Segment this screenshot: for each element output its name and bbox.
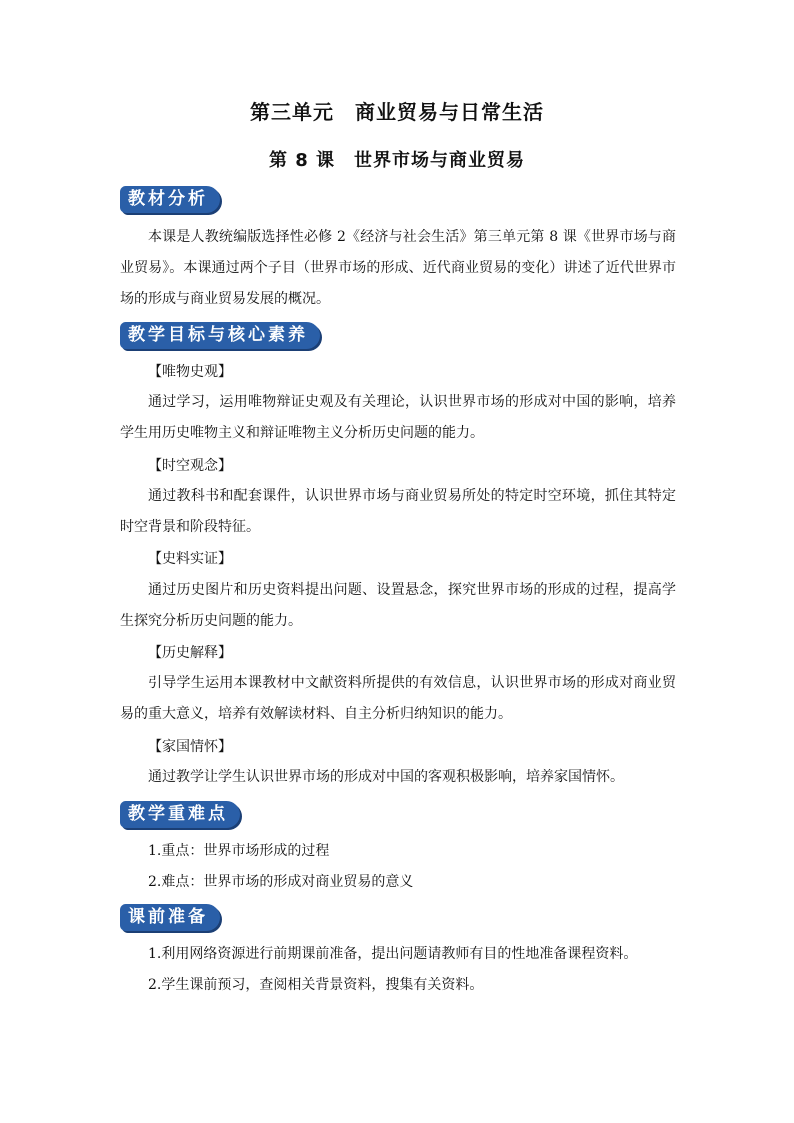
goal-heading-patriotism: 【家国情怀】 bbox=[148, 739, 232, 755]
key-point-1: 1.重点：世界市场形成的过程 bbox=[148, 843, 330, 859]
goal-heading-evidence: 【史料实证】 bbox=[148, 551, 232, 567]
goal-text-evidence: 通过历史图片和历史资料提出问题、设置悬念，探究世界市场的形成的过程，提高学生探究分析历史问题的能力。 bbox=[120, 582, 676, 629]
goal-heading-interpretation: 【历史解释】 bbox=[148, 645, 232, 661]
goal-text-patriotism: 通过教学让学生认识世界市场的形成对中国的客观积极影响，培养家国情怀。 bbox=[148, 769, 624, 785]
key-point-2: 2.难点：世界市场的形成对商业贸易的意义 bbox=[148, 874, 414, 890]
goal-heading-materialism: 【唯物史观】 bbox=[148, 364, 232, 380]
goal-text-materialism: 通过学习，运用唯物辩证史观及有关理论，认识世界市场的形成对中国的影响，培养学生用历史唯物主义和辩证唯物主义分析历史问题的能力。 bbox=[120, 394, 676, 441]
preparation-item-2: 2.学生课前预习，查阅相关背景资料，搜集有关资料。 bbox=[148, 977, 484, 993]
preparation-item-1: 1.利用网络资源进行前期课前准备，提出问题请教师有目的性地准备课程资料。 bbox=[148, 946, 638, 962]
goal-text-time-space: 通过教科书和配套课件，认识世界市场与商业贸易所处的特定时空环境，抓住其特定时空背景和阶段特征。 bbox=[120, 488, 676, 535]
analysis-paragraph: 本课是人教统编版选择性必修 2《经济与社会生活》第三单元第 8 课《世界市场与商业贸易》。本课通过两个子目（世界市场的形成、近代商业贸易的变化）讲述了近代世界市场的形成与商业贸易发展的概况。 bbox=[120, 229, 676, 307]
goal-text-interpretation: 引导学生运用本课教材中文献资料所提供的有效信息，认识世界市场的形成对商业贸易的重大意义，培养有效解读材料、自主分析归纳知识的能力。 bbox=[120, 675, 676, 722]
goal-heading-time-space: 【时空观念】 bbox=[148, 458, 232, 474]
unit-title: 第三单元 商业贸易与日常生活 bbox=[250, 100, 544, 124]
section-label-key-points: 教学重难点 bbox=[120, 801, 240, 828]
section-label-analysis: 教材分析 bbox=[120, 186, 220, 213]
lesson-title: 第 8 课 世界市场与商业贸易 bbox=[268, 150, 526, 171]
section-label-preparation: 课前准备 bbox=[120, 904, 220, 931]
section-label-goals: 教学目标与核心素养 bbox=[120, 322, 320, 349]
